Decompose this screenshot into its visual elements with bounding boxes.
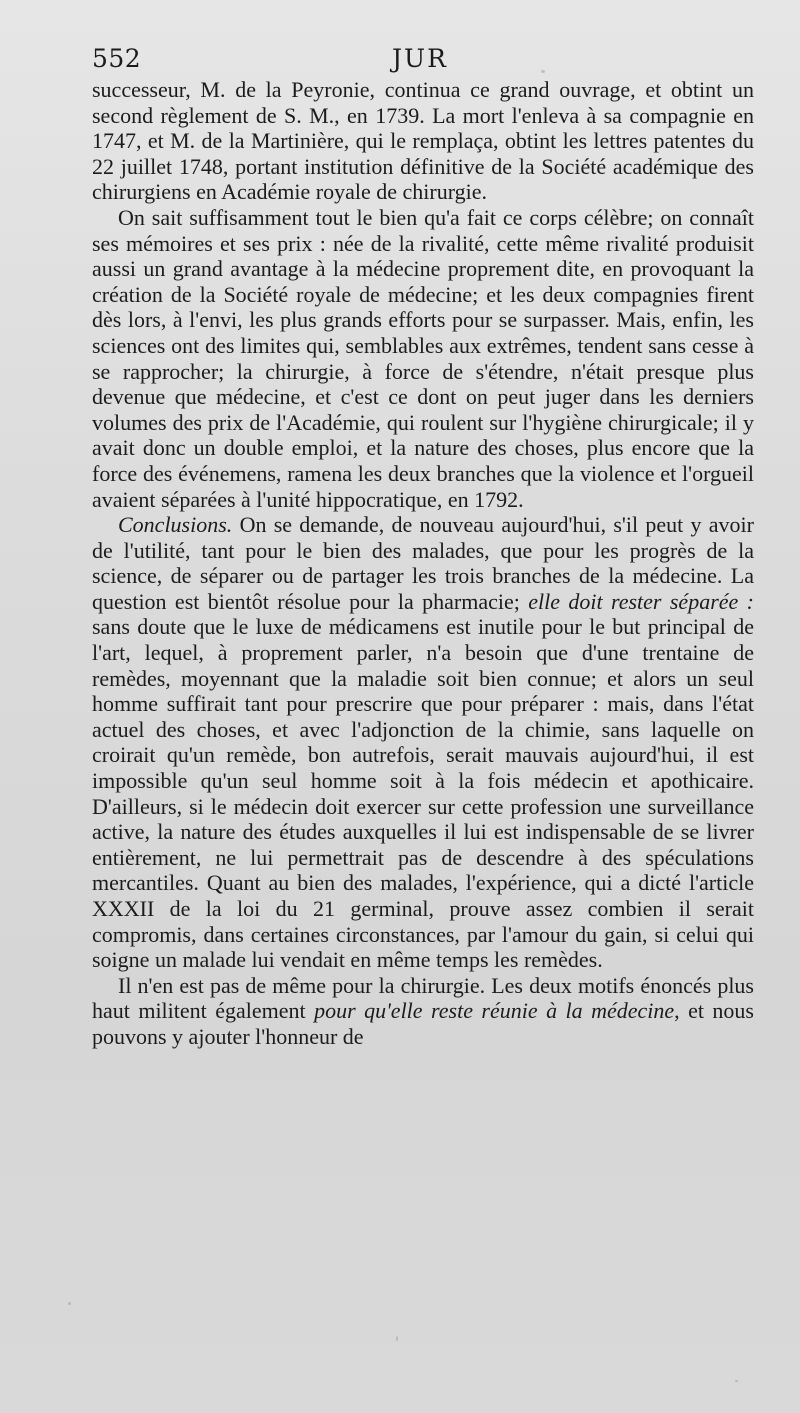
emphasis-text: elle doit rester séparée : (528, 588, 754, 614)
text-segment: , et nous pouvons y ajouter l'honneur de (92, 998, 754, 1049)
paper-speck (541, 70, 545, 73)
text-segment: sans doute que le luxe de médicamens est inutile pour le but principal de l'art, lequel, à proprement parler, n'a besoin que d'une trentaine de remèdes, moyennant que la maladie soit bien connue; et alors un seul homme suffirait tant pour prescrire que pour préparer : mais, dans l'état actuel des choses, et avec l'adjonction de la chimie, sans laquelle on croirait qu'un remède, bon autrefois, serait mauvais aujourd'hui, il est impossible qu'un seul homme soit à la fois médecin et apothicaire. D'ailleurs, si le médecin doit exercer sur cette profession une surveillance active, la nature des études auxquelles il lui est indispensable de se livrer entièrement, ne lui permettrait pas de descendre à des spéculations mercantiles. Quant au bien des malades, l'expérience, qui a dicté l'article XXXII de la loi du 21 germinal, prouve assez combien il serait compromis, dans certaines circonstances, par l'amour du gain, si celui qui soigne un malade lui vendait en même temps les remèdes. (92, 614, 754, 973)
paragraph-4 (92, 973, 754, 1050)
running-head: JUR (392, 44, 448, 73)
paragraph-3 (92, 512, 754, 973)
section-heading-conclusions: Conclusions. (118, 512, 233, 538)
page-header (92, 44, 754, 78)
body-text (92, 77, 754, 1050)
emphasis-text: pour qu'elle reste réunie à la médecine (314, 998, 675, 1024)
text-segment: On se demande, de nouveau aujourd'hui, s'il peut y avoir de l'utilité, tant pour le bien des malades, que pour les progrès de la science, de séparer ou de partager les trois branches de la médecine. La question est bientôt résolue pour la pharmacie; (92, 512, 754, 614)
text-segment: successeur, M. de la Peyronie, continua ce grand ouvrage, et obtint un second règlement de S. M., en 1739. La mort l'enleva à sa compagnie en 1747, et M. de la Martinière, qui le remplaça, obtint les lettres patentes du 22 juillet 1748, portant institution définitive de la Société académique des chirurgiens en Académie royale de chirurgie. (92, 77, 754, 205)
text-segment: Il n'en est pas de même pour la chirurgie. Les deux motifs énoncés plus haut militent également (92, 972, 754, 1024)
paper-speck (396, 1336, 398, 1341)
paragraph-1 (92, 77, 754, 205)
text-segment: On sait suffisamment tout le bien qu'a fait ce corps célèbre; on connaît ses mémoires et ses prix : née de la rivalité, cette même rivalité produisit aussi un grand avantage à la médecine proprement dite, en provoquant la création de la Société royale de médecine; et les deux compagnies firent dès lors, à l'envi, les plus grands efforts pour se surpasser. Mais, enfin, les sciences ont des limites qui, semblables aux extrêmes, tendent sans cesse à se rapprocher; la chirurgie, à force de s'étendre, n'était presque plus devenue que médecine, et c'est ce dont on peut juger dans les derniers volumes des prix de l'Académie, qui roulent sur l'hygiène chirurgicale; il y avait donc un double emploi, et la nature des choses, plus encore que la force des événemens, ramena les deux branches que la violence et l'orgueil avaient séparées à l'unité hippocratique, en 1792. (92, 204, 754, 512)
paper-speck (68, 1302, 71, 1305)
page-number: 552 (92, 44, 142, 73)
paper-speck (735, 1380, 738, 1382)
paragraph-2 (92, 205, 754, 512)
